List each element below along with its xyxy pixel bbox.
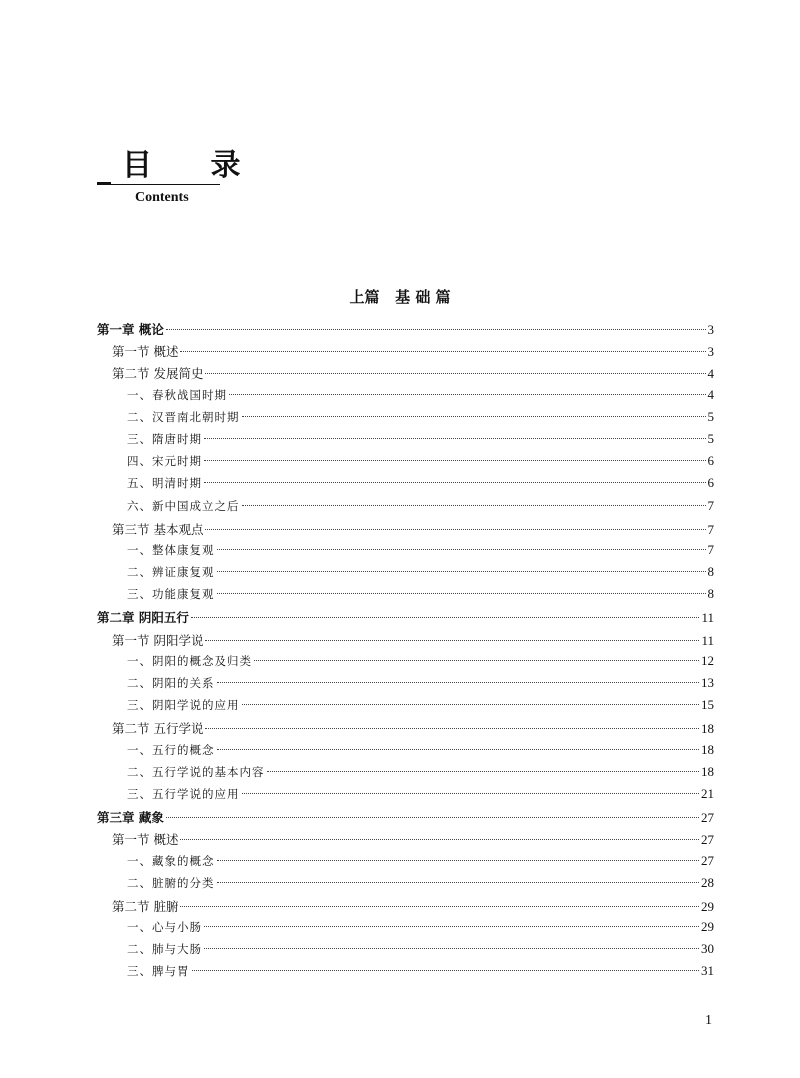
dot-leader: [166, 817, 699, 818]
toc-entry-label: 二、五行学说的基本内容: [127, 764, 265, 779]
toc-entry-label: 第二章 阴阳五行: [97, 610, 189, 626]
toc-entry-label: 三、功能康复观: [127, 587, 215, 602]
toc-entry-label: 第一节 阴阳学说: [112, 632, 204, 648]
toc-entry-page: 18: [701, 721, 714, 737]
toc-entry-page: 5: [707, 430, 714, 446]
toc-entry-label: 五、明清时期: [127, 476, 202, 491]
toc-entry-label: 四、宋元时期: [127, 454, 202, 469]
toc-entry-label: 第二节 脏腑: [112, 898, 179, 914]
toc-entry-label: 二、辨证康复观: [127, 565, 215, 580]
toc-entry-label: 第三章 藏象: [97, 810, 164, 826]
dot-leader: [242, 416, 706, 417]
toc-entry-item[interactable]: [97, 653, 714, 675]
dot-leader: [191, 617, 700, 618]
toc-entry-label: 第一章 概论: [97, 322, 164, 337]
toc-entry-chapter[interactable]: [97, 608, 714, 630]
dot-leader: [242, 793, 700, 794]
toc-entry-page: 8: [707, 586, 714, 602]
dot-leader: [217, 860, 700, 861]
dot-leader: [217, 549, 706, 550]
dot-leader: [217, 571, 706, 572]
toc-entry-item[interactable]: [97, 387, 714, 409]
dot-leader: [254, 660, 699, 661]
toc-entry-page: 11: [701, 610, 714, 626]
toc-entry-label: 三、隋唐时期: [127, 431, 202, 446]
toc-entry-label: 第一节 概述: [112, 344, 179, 360]
toc-entry-page: 13: [701, 675, 714, 690]
toc-entry-page: 21: [701, 785, 714, 801]
toc-entry-chapter[interactable]: [97, 808, 714, 830]
dot-leader: [204, 948, 699, 949]
toc-entry-label: 第二节 发展简史: [112, 366, 204, 382]
dot-leader: [166, 329, 706, 330]
toc-entry-page: 3: [707, 344, 714, 360]
dot-leader: [205, 728, 699, 729]
toc-entry-label: 一、春秋战国时期: [127, 387, 227, 402]
toc-entry-page: 4: [707, 366, 714, 382]
dot-leader: [205, 529, 705, 530]
page-number: 1: [705, 1013, 712, 1028]
dot-leader: [242, 704, 700, 705]
dot-leader: [229, 394, 706, 395]
toc-entry-section[interactable]: [97, 342, 714, 364]
toc-entry-label: 一、藏象的概念: [127, 853, 215, 868]
dot-leader: [217, 682, 700, 683]
toc-entry-item[interactable]: [97, 697, 714, 719]
toc-entry-page: 27: [701, 810, 714, 826]
toc-entry-label: 一、五行的概念: [127, 742, 215, 757]
toc-entry-section[interactable]: [97, 520, 714, 542]
toc-entry-chapter[interactable]: [97, 320, 714, 342]
toc-entry-page: 7: [707, 497, 714, 513]
toc-entry-item[interactable]: [97, 786, 714, 808]
dot-leader: [205, 640, 699, 641]
toc-entry-page: 7: [707, 521, 714, 537]
toc-entry-page: 27: [701, 852, 714, 868]
toc-entry-item[interactable]: [97, 564, 714, 586]
toc-entry-section[interactable]: [97, 631, 714, 653]
toc-entry-page: 29: [701, 919, 714, 935]
toc-entry-page: 28: [701, 874, 714, 890]
toc-entry-page: 8: [707, 564, 714, 580]
dot-leader: [242, 505, 706, 506]
toc-entry-item[interactable]: [97, 542, 714, 564]
toc-entry-item[interactable]: [97, 675, 714, 697]
toc-entry-label: 一、阴阳的概念及归类: [127, 653, 252, 668]
toc-entry-label: 三、阴阳学说的应用: [127, 698, 240, 713]
page-title: 目 录: [122, 148, 265, 183]
toc-entry-label: 二、阴阳的关系: [127, 676, 215, 690]
toc-entry-page: 5: [707, 408, 714, 424]
dot-leader: [205, 373, 705, 374]
dot-leader: [204, 460, 706, 461]
page-subtitle: Contents: [135, 190, 189, 205]
toc-entry-label: 第三节 基本观点: [112, 521, 204, 537]
dot-leader: [180, 906, 699, 907]
dot-leader: [204, 482, 706, 483]
toc-entry-page: 4: [707, 386, 714, 402]
toc-entry-item[interactable]: [97, 941, 714, 963]
dot-leader: [217, 882, 700, 883]
toc-entry-label: 六、新中国成立之后: [127, 498, 240, 513]
toc-entry-item[interactable]: [97, 498, 714, 520]
toc-entry-label: 二、汉晋南北朝时期: [127, 409, 240, 424]
toc-entry-label: 三、五行学说的应用: [127, 786, 240, 801]
toc-entry-page: 27: [701, 832, 714, 848]
dot-leader: [204, 926, 699, 927]
toc-entry-page: 18: [701, 741, 714, 757]
toc-entry-page: 6: [707, 475, 714, 491]
dot-leader: [217, 749, 700, 750]
part-title: 上篇 基 础 篇: [349, 288, 451, 306]
toc-entry-label: 三、脾与胃: [127, 964, 190, 979]
toc-entry-page: 18: [701, 763, 714, 779]
toc-entry-page: 29: [701, 898, 714, 914]
toc-entry-item[interactable]: [97, 742, 714, 764]
toc-entry-item[interactable]: [97, 764, 714, 786]
toc-entry-section[interactable]: [97, 897, 714, 919]
toc-entry-section[interactable]: [97, 719, 714, 741]
toc-entry-item[interactable]: [97, 586, 714, 608]
toc-entry-item[interactable]: [97, 431, 714, 453]
toc-entry-label: 二、肺与大肠: [127, 942, 202, 957]
toc-entry-page: 6: [707, 453, 714, 469]
toc-entry-item[interactable]: [97, 453, 714, 475]
dot-leader: [217, 593, 706, 594]
toc-entry-label: 二、脏腑的分类: [127, 875, 215, 890]
dot-leader: [267, 771, 700, 772]
toc-entry-section[interactable]: [97, 830, 714, 852]
toc-entry-item[interactable]: [97, 409, 714, 431]
toc-entry-page: 30: [701, 941, 714, 957]
toc-entry-page: 11: [701, 632, 714, 648]
title-rule: [97, 184, 220, 185]
toc-entry-label: 第一节 概述: [112, 832, 179, 848]
dot-leader: [192, 970, 700, 971]
toc-entry-item[interactable]: [97, 919, 714, 941]
toc-entry-label: 一、心与小肠: [127, 920, 202, 935]
toc-entry-page: 3: [707, 322, 714, 337]
toc-entry-page: 31: [701, 963, 714, 979]
toc-entry-label: 一、整体康复观: [127, 542, 215, 557]
toc-entry-item[interactable]: [97, 475, 714, 497]
toc-list: [97, 320, 714, 986]
dot-leader: [180, 839, 699, 840]
toc-entry-item[interactable]: [97, 963, 714, 985]
toc-entry-label: 第二节 五行学说: [112, 721, 204, 737]
toc-entry-section[interactable]: [97, 364, 714, 386]
toc-entry-page: 15: [701, 697, 714, 713]
toc-entry-page: 7: [707, 541, 714, 557]
toc-entry-item[interactable]: [97, 875, 714, 897]
toc-entry-page: 12: [701, 652, 714, 668]
dot-leader: [180, 351, 705, 352]
toc-entry-item[interactable]: [97, 853, 714, 875]
dot-leader: [204, 438, 706, 439]
